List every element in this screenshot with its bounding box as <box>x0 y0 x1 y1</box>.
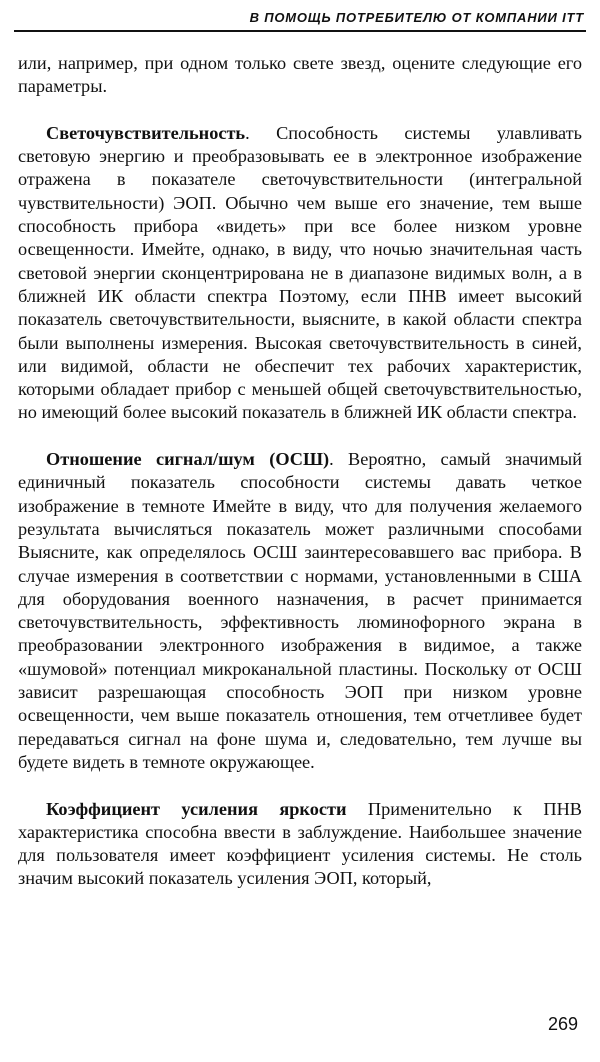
paragraph-light-sensitivity <box>18 122 582 425</box>
paragraph-text: Применительно к ПНВ характеристика способна ввести в заблуждение. Наибольшее значение для пользователя имеет коэффициент усиления системы. Не столь значим высокий показатель усиления ЭОП, который, <box>18 798 582 889</box>
paragraph-text: . Вероятно, самый значимый единичный показатель способности системы давать четкое изображение в темноте Имейте в виду, что для получения желаемого результата вычисляться показатель может различными способами Выясните, как определялось ОСШ заинтересовавшего вас прибора. В случае измерения в соответствии с нормами, установленными в США для оборудования военного назначения, в расчет принимается светочувствительность, эффективность люминофорного экрана в преобразовании электронного изображения в видимое, а также «шумовой» потенциал микроканальной пластины. Поскольку от ОСШ зависит разрешающая способность ЭОП при низком уровне освещенности, чем выше показатель отношения, тем отчетливее будет передаваться сигнал на фоне шума и, следовательно, тем лучше вы будете видеть в темноте окружающее. <box>18 449 582 772</box>
header-rule <box>14 30 586 32</box>
paragraph-text: . Способность системы улавливать световую энергию и преобразовывать ее в электронное изображение отражена в показателе светочувствительности (интегральной чувствительности) ЭОП. Обычно чем выше его значение, тем выше способность прибора «видеть» при все более низком уровне освещенности. Имейте, однако, в виду, что ночью значительная часть световой энергии сконцентрирована не в диапазоне видимых волн, а в ближней ИК области спектра Поэтому, если ПНВ имеет высокий показатель светочувствительности, выясните, в какой области спектра были выполнены измерения. Высокая светочувствительность в синей, или видимой, области не обеспечит тех рабочих характеристик, которыми обладает прибор с меньшей общей светочувствительностью, но имеющий более высокий показатель в ближней ИК области спектра. <box>18 122 582 423</box>
paragraph-brightness-gain <box>18 798 582 891</box>
paragraph-signal-noise-ratio <box>18 448 582 774</box>
paragraph-text: или, например, при одном только свете звезд, оцените следующие его параметры. <box>18 53 582 97</box>
page-number: 269 <box>547 1014 578 1034</box>
paragraph-continuation <box>18 52 582 99</box>
term-signal-noise-ratio: Отношение сигнал/шум (ОСШ) <box>46 449 330 470</box>
running-header: В ПОМОЩЬ ПОТРЕБИТЕЛЮ ОТ КОМПАНИИ ITT <box>249 10 584 25</box>
body-text <box>18 52 582 891</box>
term-brightness-gain: Коэффициент усиления яркости <box>46 798 347 819</box>
term-light-sensitivity: Светочувствительность <box>46 122 246 143</box>
